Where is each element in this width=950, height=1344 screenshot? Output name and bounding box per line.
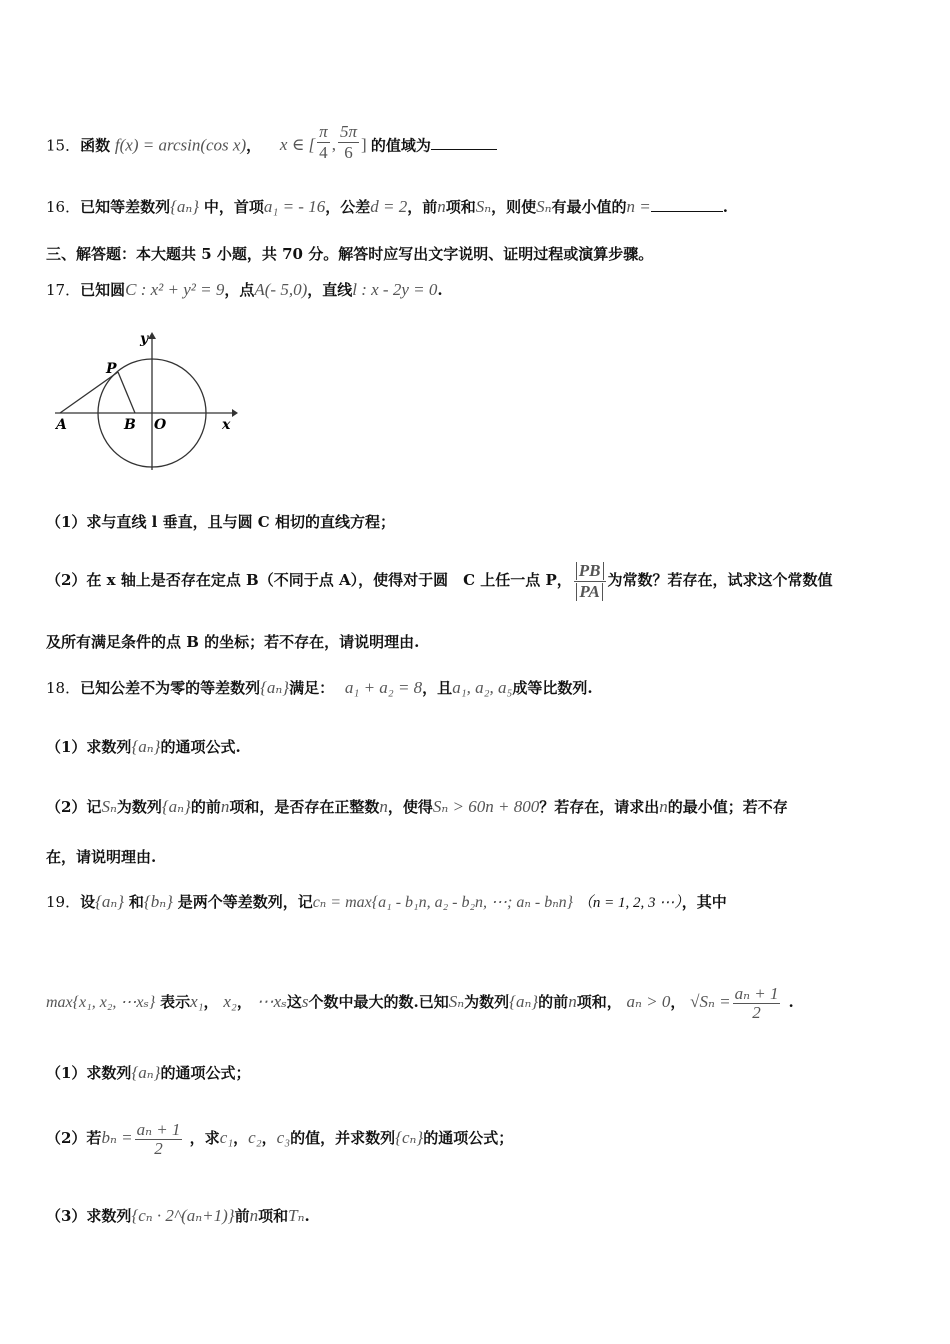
q16-end: .	[722, 198, 729, 216]
q15-domain-prefix: x ∈ [	[279, 135, 316, 155]
q19-text1: 设	[80, 893, 96, 911]
q19-p3-tn: Tₙ	[288, 1206, 305, 1225]
q18-p2-text-c: 的前	[190, 798, 221, 816]
q18-text1: 已知公差不为零的等差数列	[80, 679, 261, 697]
q17-point-a: A(- 5,0)	[254, 280, 308, 299]
label-b: B	[124, 417, 136, 433]
q19-p2-frac-den: 2	[154, 1138, 163, 1158]
q19-cn: cₙ = max{a₁ - b₁n, a₂ - b₂n, ⋯; aₙ - bₙn}	[312, 894, 574, 911]
q19-text4: ，其中	[681, 893, 727, 911]
q16-sn2: Sₙ	[536, 197, 552, 216]
label-x: x	[222, 417, 231, 433]
q17-text1: 已知圆	[80, 281, 126, 299]
y-axis-arrow	[148, 332, 156, 339]
q19-text6: 这	[286, 993, 302, 1011]
q18-p1-text-a: （1）求数列	[46, 738, 132, 756]
q16-text3: ，公差	[325, 198, 371, 216]
q19-range: （n = 1, 2, 3 ⋯）	[577, 895, 682, 911]
q17-part2-text-b: 为常数？若存在，试求这个常数值	[607, 571, 833, 589]
q18-eq: a₁ + a₂ = 8	[344, 678, 423, 697]
q19-p2-c3: c₃	[276, 1128, 291, 1147]
q19-p2-text-c: ，	[233, 1129, 249, 1147]
q18-p2-ineq: Sₙ > 60n + 800	[432, 797, 540, 816]
q16-text4: ，前	[407, 198, 438, 216]
q18-number: 18．	[46, 679, 81, 697]
q17-part2-text-a: （2）在 x 轴上是否存在定点 B（不同于点 A），使得对于圆 C 上任一点 P，	[46, 571, 572, 589]
q16-sn: Sₙ	[475, 197, 492, 216]
q18-terms: a₁, a₂, a₅	[452, 678, 513, 697]
q17-circle: C : x² + y² = 9	[125, 280, 225, 299]
q16-text6: ，则使	[491, 198, 537, 216]
q18-p2-seq: {aₙ}	[161, 797, 191, 816]
q17-line	[46, 280, 443, 300]
q19-xs: ⋯xₛ	[256, 992, 287, 1011]
q19-p1-text-b: 的通项公式；	[160, 1064, 251, 1082]
q19-p3-seq: {cₙ · 2^(aₙ+1)}	[131, 1206, 235, 1225]
label-a: A	[56, 417, 67, 433]
q17-part2	[46, 558, 833, 602]
q16-seq: {aₙ}	[170, 197, 200, 216]
q15-text: 函数	[80, 136, 111, 155]
q19-text5: 表示	[160, 993, 191, 1011]
q19-p2-text-f: 的通项公式；	[423, 1129, 514, 1147]
q19-part3	[46, 1206, 310, 1226]
q18-p2-text-e: ，使得	[387, 798, 433, 816]
q18-text3: ，且	[422, 679, 453, 697]
q17-ratio-den: PA	[576, 583, 602, 601]
q16-text1: 已知等差数列	[80, 198, 171, 216]
q19-end: .	[788, 993, 794, 1011]
q19-x2: x₂	[223, 992, 237, 1011]
q15-frac-5pi6	[338, 122, 359, 163]
q19-anpos: aₙ > 0	[626, 992, 671, 1011]
q16-n: n	[437, 197, 446, 216]
q19-p2-text-d: ，	[261, 1129, 277, 1147]
q19-text3: 是两个等差数列，记	[177, 893, 313, 911]
q19-p3-text-b: 前	[234, 1207, 250, 1225]
q19-text7: 个数中最大的数.已知	[308, 993, 449, 1011]
label-y: y	[140, 331, 149, 347]
q19-p2-bn: bₙ =	[101, 1128, 133, 1147]
q19-p3-text-c: 项和	[258, 1207, 289, 1225]
q19-c2: ，	[236, 993, 252, 1011]
q16-neq: n =	[626, 197, 651, 216]
q19-frac-num: aₙ + 1	[734, 983, 779, 1003]
q19-p2-c2: c₂	[248, 1128, 262, 1147]
x-axis-arrow	[232, 409, 238, 417]
q17-ratio	[574, 561, 606, 602]
q19-p1-text-a: （1）求数列	[46, 1064, 132, 1082]
q19-sn: Sₙ	[448, 992, 465, 1011]
q17-part1: （1）求与直线 l 垂直，且与圆 C 相切的直线方程；	[46, 513, 395, 531]
segment-pa	[60, 372, 118, 413]
q19-frac	[733, 985, 781, 1022]
q19-x1: x₁	[190, 992, 204, 1011]
q19-s: s	[301, 992, 309, 1011]
q19-p2-seq: {cₙ}	[395, 1128, 424, 1147]
q19-an2: {aₙ}	[509, 992, 539, 1011]
q16-a1: a₁ = - 16	[263, 197, 326, 216]
q19-p2-text-b: ，求	[189, 1129, 220, 1147]
q19-frac-den: 2	[752, 1002, 761, 1022]
q15-function: f(x) = arcsin(cos x)	[114, 135, 247, 155]
q16-number: 16．	[46, 198, 81, 216]
q17-ratio-num: PB	[576, 562, 604, 580]
q18-part2-cont: 在，请说明理由.	[46, 848, 157, 866]
q17-figure	[50, 325, 240, 495]
q19-sqrt: √Sₙ =	[690, 992, 731, 1011]
q15-number: 15．	[46, 136, 81, 155]
q19-text8: 为数列	[464, 993, 510, 1011]
q17-text2: ，点	[224, 281, 255, 299]
q15-answer-blank	[431, 135, 497, 150]
q19-line	[46, 892, 727, 913]
q19-p2-frac-num: aₙ + 1	[136, 1119, 181, 1139]
q16-answer-blank	[651, 197, 723, 212]
q19-p2-text-e: 的值，并求数列	[290, 1129, 396, 1147]
q17-end: .	[437, 281, 443, 299]
q15-comma: ，	[246, 136, 262, 155]
q18-p2-text-f: ？若存在，请求出	[539, 798, 660, 816]
q15-pi4-num: π	[319, 122, 328, 141]
q19-c1: ，	[203, 993, 219, 1011]
section-3-heading: 三、解答题：本大题共 5 小题，共 70 分。解答时应写出文字说明、证明过程或演算步骤。	[46, 245, 654, 263]
segment-pb	[118, 372, 135, 413]
q16-line	[46, 197, 728, 217]
q16-text7: 有最小值的	[551, 198, 627, 216]
q18-part2	[46, 797, 788, 817]
q19-text10: 项和，	[576, 993, 622, 1011]
q19-text9: 的前	[538, 993, 569, 1011]
q18-text2: 满足：	[289, 679, 335, 697]
q19-p2-frac	[135, 1121, 183, 1158]
q19-an: {aₙ}	[95, 892, 125, 911]
q18-p1-seq: {aₙ}	[131, 737, 161, 756]
q19-line2	[46, 984, 794, 1020]
q18-p2-sn: Sₙ	[101, 797, 117, 816]
q15-5pi6-den: 6	[344, 143, 353, 162]
q18-p2-n: n	[220, 797, 230, 816]
q16-text5: 项和	[445, 198, 476, 216]
q19-p3-end: .	[304, 1207, 310, 1225]
q18-p2-text-d: 项和，是否存在正整数	[229, 798, 380, 816]
q19-bn: {bₙ}	[143, 892, 173, 911]
q18-p2-n3: n	[659, 797, 668, 816]
q19-max: max{x₁, x₂, ⋯xₛ}	[46, 994, 156, 1011]
q17-line-eq: l : x - 2y = 0	[352, 280, 438, 299]
q17-text3: ，直线	[307, 281, 353, 299]
label-o: O	[154, 417, 167, 433]
q18-p2-text-a: （2）记	[46, 798, 102, 816]
q19-p2-c1: c₁	[219, 1128, 234, 1147]
q15-5pi6-num: 5π	[339, 122, 357, 141]
q18-seq: {aₙ}	[260, 678, 290, 697]
q15-domain-close: ]	[360, 135, 367, 155]
q18-text4: 成等比数列.	[512, 679, 593, 697]
q15-frac-pi4	[317, 122, 330, 163]
q19-p1-seq: {aₙ}	[131, 1063, 161, 1082]
q15-line: 15．函数 f(x) = arcsin(cos x)， x ∈ [ $\frac{\pi}{4}$ , $\frac{5\pi}{6}$ ] 的值域为	[46, 126, 497, 167]
q18-p2-n2: n	[379, 797, 388, 816]
q16-d: d = 2	[370, 197, 408, 216]
q15-text2: 的值域为	[370, 136, 431, 155]
q18-p2-text-g: 的最小值；若不存	[667, 798, 788, 816]
q19-p2-text-a: （2）若	[46, 1129, 102, 1147]
q17-part2-cont: 及所有满足条件的点 B 的坐标；若不存在，请说明理由.	[46, 633, 420, 651]
q18-part1	[46, 737, 241, 757]
q16-text2: 中，首项	[203, 198, 264, 216]
q19-c3: ，	[670, 993, 686, 1011]
q19-text2: 和	[128, 893, 144, 911]
q19-part2	[46, 1118, 513, 1158]
q17-number: 17．	[46, 281, 81, 299]
label-p: P	[106, 361, 117, 377]
q18-p2-text-b: 为数列	[116, 798, 162, 816]
q18-p1-text-b: 的通项公式.	[160, 738, 241, 756]
q15-pi4-den: 4	[319, 143, 328, 162]
q19-number: 19．	[46, 893, 81, 911]
q19-n: n	[568, 992, 577, 1011]
q18-line	[46, 678, 593, 698]
q19-part1	[46, 1063, 250, 1083]
q19-p3-text-a: （3）求数列	[46, 1207, 132, 1225]
q19-p3-n: n	[249, 1206, 259, 1225]
